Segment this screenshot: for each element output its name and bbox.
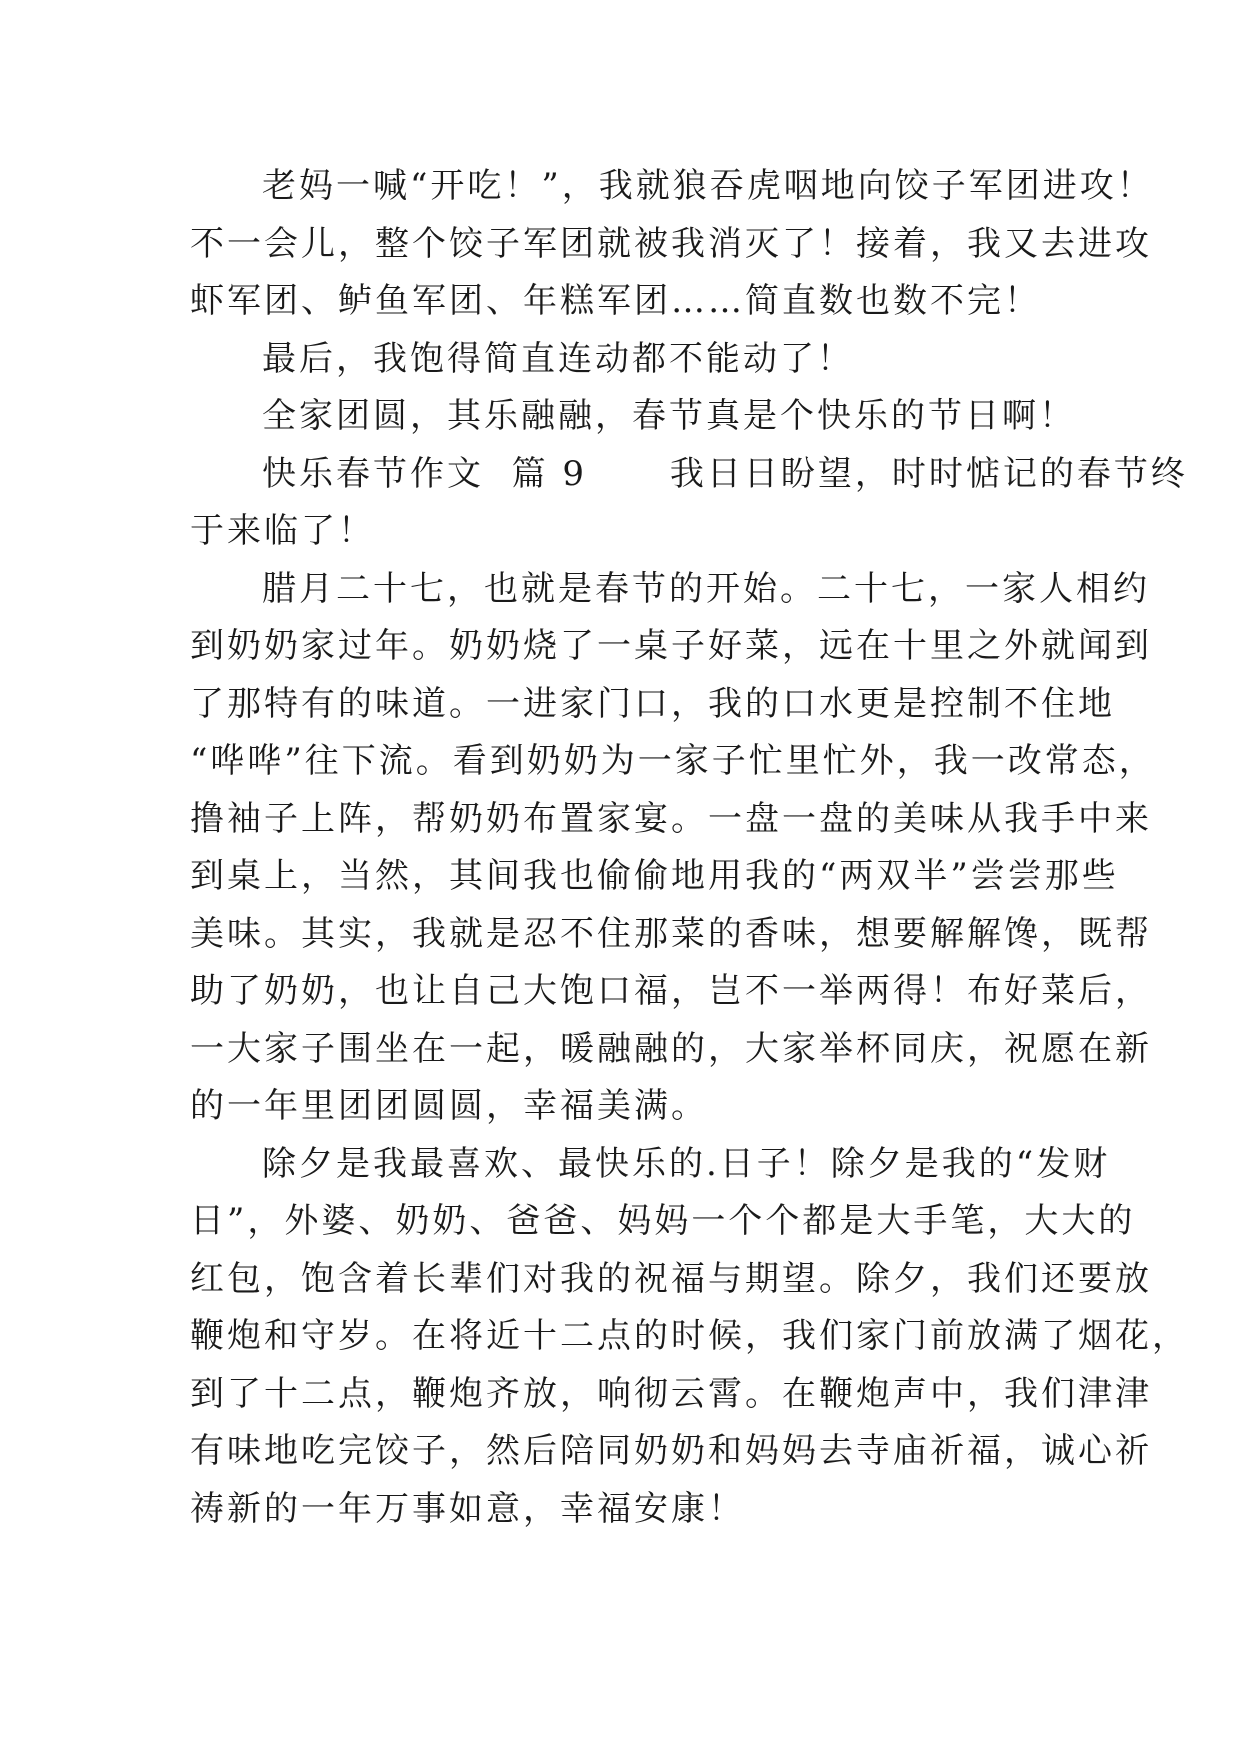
text-line: 老妈一喊“开吃！”，我就狼吞虎咽地向饺子军团进攻！ (262, 166, 1154, 206)
text-line: 日”，外婆、奶奶、爸爸、妈妈一个个都是大手笔，大大的 (190, 1201, 1136, 1241)
text-line: 最后，我饱得简直连动都不能动了！ (262, 338, 854, 379)
text-line: 虾军团、鲈鱼军团、年糕军团……简直数也数不完！ (190, 281, 1041, 321)
text-line: 红包，饱含着长辈们对我的祝福与期望。除夕，我们还要放 (190, 1258, 1152, 1299)
text-line: 到桌上，当然，其间我也偷偷地用我的“两双半”尝尝那些 (190, 856, 1119, 896)
text-line: 不一会儿，整个饺子军团就被我消灭了！接着，我又去进攻 (190, 223, 1152, 264)
text-line: 鞭炮和守岁。在将近十二点的时候，我们家门前放满了烟花， (190, 1316, 1189, 1356)
text-line: 一大家子围坐在一起，暖融融的，大家举杯同庆，祝愿在新 (190, 1028, 1152, 1069)
text-line: 到奶奶家过年。奶奶烧了一桌子好菜，远在十里之外就闻到 (190, 626, 1152, 666)
essay-heading-line: 快乐春节作文 篇 9 我日日盼望，时时惦记的春节终 (262, 453, 1188, 494)
text-line: 到了十二点，鞭炮齐放，响彻云霄。在鞭炮声中，我们津津 (190, 1373, 1152, 1414)
text-line: 除夕是我最喜欢、最快乐的.日子！除夕是我的“发财 (262, 1143, 1111, 1184)
text-line: 的一年里团团圆圆，幸福美满。 (190, 1086, 708, 1126)
text-line: 于来临了！ (190, 511, 375, 551)
text-line: 全家团圆，其乐融融，春节真是个快乐的节日啊！ (262, 396, 1076, 436)
text-line: 撸袖子上阵，帮奶奶布置家宴。一盘一盘的美味从我手中来 (190, 798, 1152, 839)
text-line: 了那特有的味道。一进家门口，我的口水更是控制不住地 (190, 683, 1115, 724)
text-line: 腊月二十七，也就是春节的开始。二十七，一家人相约 (262, 568, 1150, 609)
text-line: 助了奶奶，也让自己大饱口福，岂不一举两得！布好菜后， (190, 971, 1152, 1011)
essay-body (190, 158, 1189, 1538)
text-line: 祷新的一年万事如意，幸福安康！ (190, 1488, 745, 1529)
text-line: 美味。其实，我就是忍不住那菜的香味，想要解解馋，既帮 (190, 913, 1152, 954)
text-line: 有味地吃完饺子，然后陪同奶奶和妈妈去寺庙祈福，诚心祈 (190, 1431, 1152, 1471)
text-line: “哗哗”往下流。看到奶奶为一家子忙里忙外，我一改常态， (190, 741, 1156, 781)
